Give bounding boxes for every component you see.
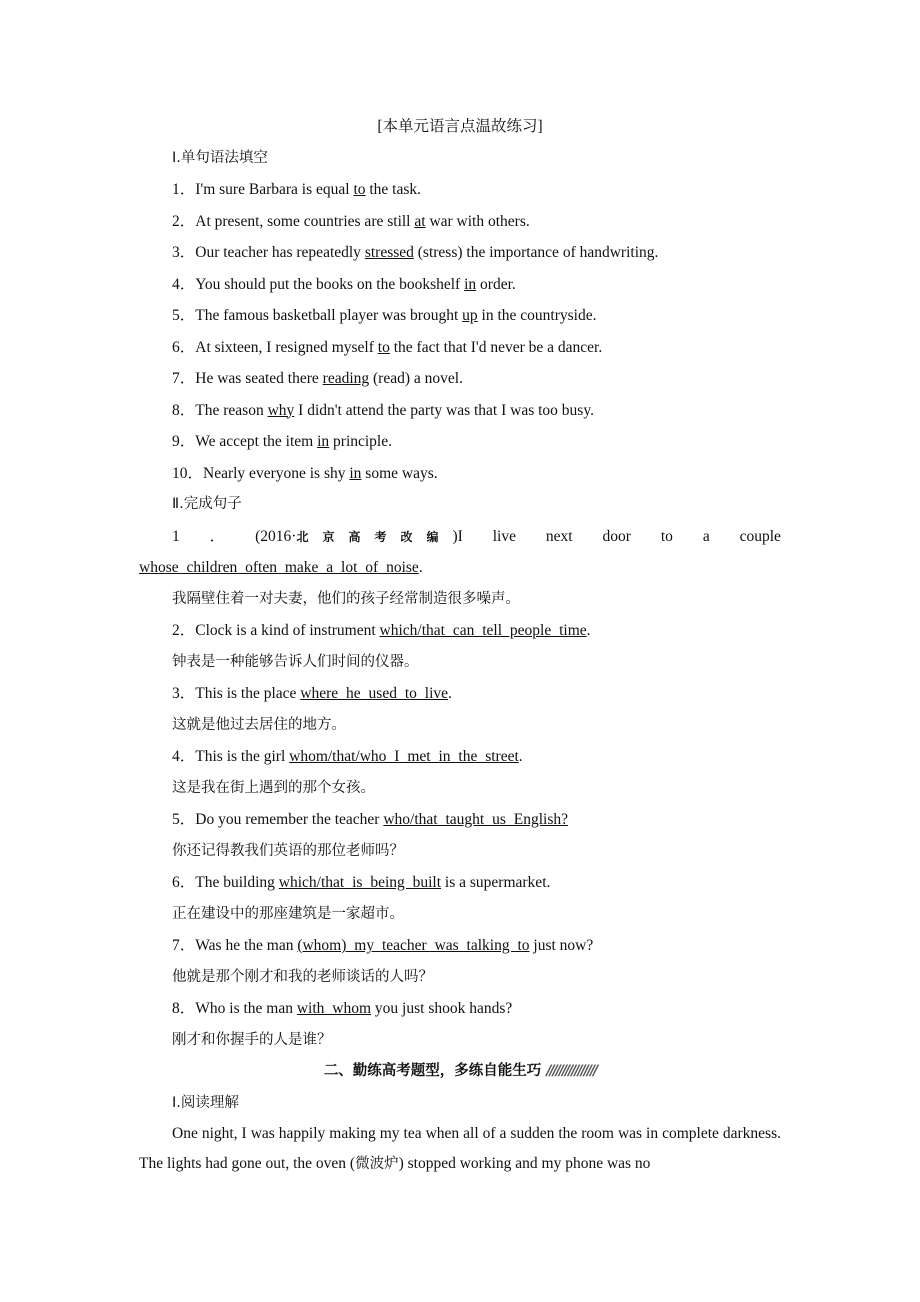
text: The reason: [195, 401, 268, 419]
list-item: [139, 615, 781, 647]
list-item: [139, 206, 781, 238]
list-item: [139, 993, 781, 1025]
text: (read) a novel.: [369, 370, 463, 387]
text: This is the girl: [195, 748, 290, 765]
text: 3．: [172, 244, 196, 261]
answer: whom/that/who I met in the street: [289, 748, 519, 765]
part2-list: [139, 615, 781, 1056]
text: in the countryside.: [477, 307, 597, 324]
answer: in: [349, 464, 362, 482]
text: 6．: [172, 874, 196, 891]
answer: whose children often make a lot of noise: [139, 559, 419, 576]
translation: 钟表是一种能够告诉人们时间的仪器。: [172, 653, 419, 670]
translation: 他就是那个刚才和我的老师谈话的人吗？: [172, 968, 433, 985]
text: order.: [476, 275, 516, 293]
list-item: [139, 867, 781, 899]
text: You should put the books on the bookshelf: [195, 275, 465, 293]
text: One night, I was happily making my tea when all of a sudden the room was in complete darkness. The lights had gone out, the oven (: [139, 1125, 781, 1172]
part1-title: Ⅰ.单句语法填空: [172, 149, 268, 166]
text: couple: [739, 527, 781, 545]
text: 1: [172, 527, 180, 545]
text: live: [492, 527, 516, 545]
text: principle.: [329, 433, 392, 450]
text: This is the place: [195, 685, 301, 702]
source-label: 北京高考改编: [296, 529, 453, 544]
text: (stress) the importance of handwriting.: [413, 244, 659, 261]
part2-item-1-line1: [139, 521, 781, 553]
text: 9．: [172, 433, 196, 450]
text: Do you remember the teacher: [195, 811, 384, 828]
answer: (whom) my teacher was talking to: [297, 937, 530, 954]
text: you just shook hands?: [371, 1000, 513, 1017]
answer: which/that is being built: [278, 874, 442, 891]
text: 6．: [172, 338, 196, 356]
translation: 这就是他过去居住的地方。: [172, 716, 346, 733]
text: the task.: [365, 181, 422, 198]
text: 8．: [172, 1000, 196, 1017]
text: .: [418, 559, 423, 576]
translation: 这是我在街上遇到的那个女孩。: [172, 779, 375, 796]
text: 5．: [172, 307, 196, 324]
list-item: [139, 237, 781, 269]
page-header: [本单元语言点温故练习]: [377, 118, 543, 135]
text: next: [545, 527, 573, 545]
text: 3．: [172, 685, 196, 702]
answer: up: [462, 307, 478, 324]
text: door: [602, 527, 631, 545]
list-item: [139, 395, 781, 427]
text: Who is the man: [195, 1000, 297, 1017]
text: The building: [195, 874, 279, 891]
answer: in: [317, 433, 330, 450]
document-content: [139, 111, 781, 1179]
list-item: [139, 300, 781, 332]
translation: 你还记得教我们英语的那位老师吗？: [172, 842, 404, 859]
text: 8．: [172, 401, 196, 419]
text: (2016·: [255, 527, 297, 545]
part1-list: [139, 174, 781, 489]
answer: who/that taught us English?: [383, 811, 568, 828]
text: We accept the item: [195, 433, 318, 450]
text: is a supermarket.: [441, 874, 551, 891]
list-item: [139, 678, 781, 710]
text: 10．: [172, 464, 204, 482]
text: ．: [209, 527, 226, 545]
text: Clock is a kind of instrument: [195, 622, 380, 639]
text: .: [586, 622, 591, 639]
translation: 我隔壁住着一对夫妻，他们的孩子经常制造很多噪声。: [172, 590, 520, 607]
text: He was seated there: [195, 370, 323, 387]
text: .: [518, 748, 523, 765]
list-item: [139, 174, 781, 206]
translation: 正在建设中的那座建筑是一家超市。: [172, 905, 404, 922]
list-item: [139, 269, 781, 301]
text: just now?: [529, 937, 594, 954]
text: the fact that I'd never be a dancer.: [389, 338, 603, 356]
answer: why: [267, 401, 295, 419]
reading-paragraph: [139, 1119, 781, 1179]
hatch-decoration: ////////////////: [546, 1063, 597, 1079]
text: 二、勤练高考题型，多练自能生巧: [323, 1063, 542, 1079]
text: )I: [452, 527, 463, 545]
answer: to: [353, 181, 366, 198]
text: 2．: [172, 622, 196, 639]
text: some ways.: [361, 464, 438, 482]
text: 1．: [172, 181, 196, 198]
text: war with others.: [425, 212, 530, 230]
answer: to: [377, 338, 390, 356]
answer: which/that can tell people time: [379, 622, 587, 639]
text: ) stopped working and my phone was no: [398, 1155, 651, 1172]
text: Was he the man: [195, 937, 298, 954]
list-item: [139, 363, 781, 395]
text: The famous basketball player was brought: [195, 307, 463, 324]
translation: 刚才和你握手的人是谁？: [172, 1031, 332, 1048]
text: 7．: [172, 370, 196, 387]
list-item: [139, 332, 781, 364]
text: 4．: [172, 275, 196, 293]
text: I didn't attend the party was that I was too busy.: [294, 401, 594, 419]
list-item: [139, 426, 781, 458]
text: I'm sure Barbara is equal: [195, 181, 354, 198]
text: 2．: [172, 212, 196, 230]
text: 4．: [172, 748, 196, 765]
text: 7．: [172, 937, 196, 954]
answer: where he used to live: [300, 685, 449, 702]
text: At present, some countries are still: [195, 212, 415, 230]
text: a: [702, 527, 710, 545]
list-item: [139, 458, 781, 490]
text: 5．: [172, 811, 196, 828]
part2-title: Ⅱ.完成句子: [172, 496, 242, 512]
answer: at: [414, 212, 426, 230]
list-item: [139, 804, 781, 836]
list-item: [139, 930, 781, 962]
text: 微波炉: [355, 1156, 399, 1172]
answer: with whom: [296, 1000, 372, 1017]
text: Nearly everyone is shy: [203, 464, 350, 482]
reading-title: Ⅰ.阅读理解: [172, 1094, 239, 1111]
part2-item-1-line2: [139, 552, 781, 584]
text: to: [660, 527, 673, 545]
text: .: [448, 685, 452, 702]
answer: reading: [322, 370, 370, 387]
answer: in: [464, 275, 477, 293]
text: Our teacher has repeatedly: [195, 244, 365, 261]
section-title: [139, 1056, 781, 1088]
list-item: [139, 741, 781, 773]
answer: stressed: [364, 244, 414, 261]
text: At sixteen, I resigned myself: [195, 338, 378, 356]
